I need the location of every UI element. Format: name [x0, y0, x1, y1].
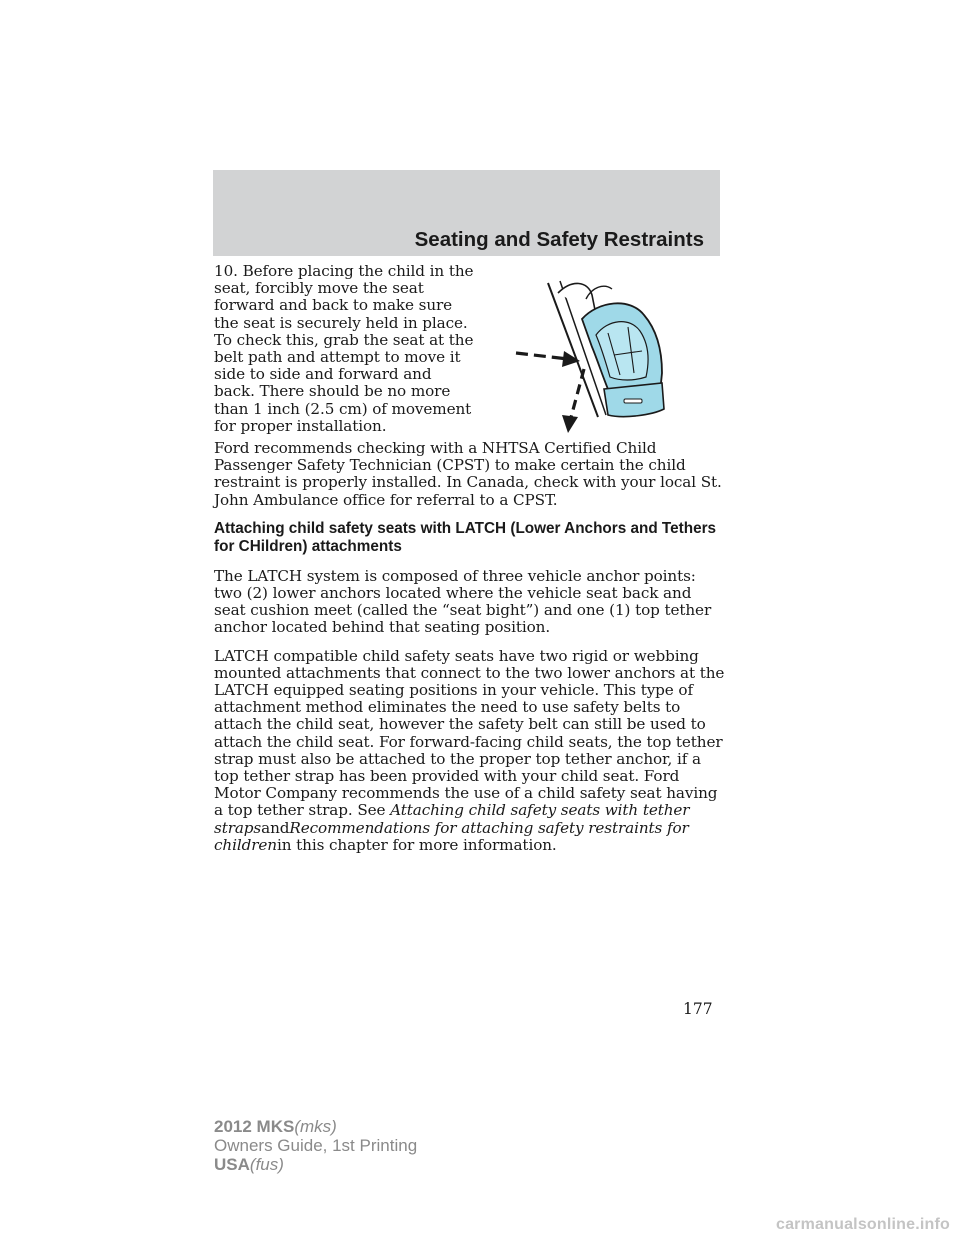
cross-reference-recommendations: Recommendations for attaching safety restraints for children — [214, 818, 689, 854]
footer-model: 2012 MKS — [214, 1117, 295, 1136]
footer-line-market — [214, 1155, 417, 1174]
section-title: Seating and Safety Restraints — [414, 228, 704, 251]
page-number: 177 — [683, 1000, 713, 1018]
latch-paragraph-2-text-3: in this chapter for more information. — [276, 835, 557, 854]
latch-paragraph-2-text-2: and — [261, 818, 290, 837]
footer-market: USA — [214, 1155, 250, 1174]
step-10-text: 10. Before placing the child in the seat, forcibly move the seat forward and back to make sure the seat is securely held in place. To check this, grab the seat at the belt path and attempt to move it side to side and forward and back. There should be no more than 1 inch (2.5 cm) of movement for proper installation. — [214, 262, 474, 435]
footer-line-model — [214, 1117, 417, 1136]
latch-paragraph-2 — [214, 648, 726, 854]
site-watermark: carmanualsonline.info — [775, 1216, 950, 1233]
page-content — [214, 263, 726, 854]
document-footer — [214, 1117, 417, 1174]
cross-reference-tether-straps: Attaching child safety seats with tether straps — [214, 801, 690, 837]
footer-line-edition: Owners Guide, 1st Printing — [214, 1136, 418, 1155]
latch-paragraph-2-text-1: LATCH compatible child safety seats have two rigid or webbing mounted attachments that connect to the two lower anchors at the LATCH equipped seating positions in your vehicle. This type of attachment method eliminates the need to use safety belts to attach the child seat, however the safety belt can still be used to attach the child seat. For forward-facing child seats, the top tether strap must also be attached to the proper top tether anchor, if a top tether strap has been provided with your child seat. Ford Motor Company recommends the use of a child safety seat having a top tether strap. See — [214, 646, 725, 820]
latch-heading: Attaching child safety seats with LATCH (Lower Anchors and Tethers for CHildren) attachments — [214, 519, 717, 556]
footer-model-code: (mks) — [294, 1117, 337, 1136]
step-10-block — [214, 263, 726, 440]
cpst-paragraph: Ford recommends checking with a NHTSA Certified Child Passenger Safety Technician (CPST) to make certain the child restraint is properly installed. In Canada, check with your local St. John Ambulance office for referral to a CPST. — [214, 439, 722, 509]
section-header-band — [213, 170, 720, 256]
footer-market-code: (fus) — [249, 1155, 284, 1174]
latch-paragraph-1: The LATCH system is composed of three vehicle anchor points: two (2) lower anchors located where the vehicle seat back and seat cushion meet (called the “seat bight”) and one (1) top tether anchor located behind that seating position. — [214, 566, 712, 637]
child-seat-illustration — [512, 277, 682, 437]
